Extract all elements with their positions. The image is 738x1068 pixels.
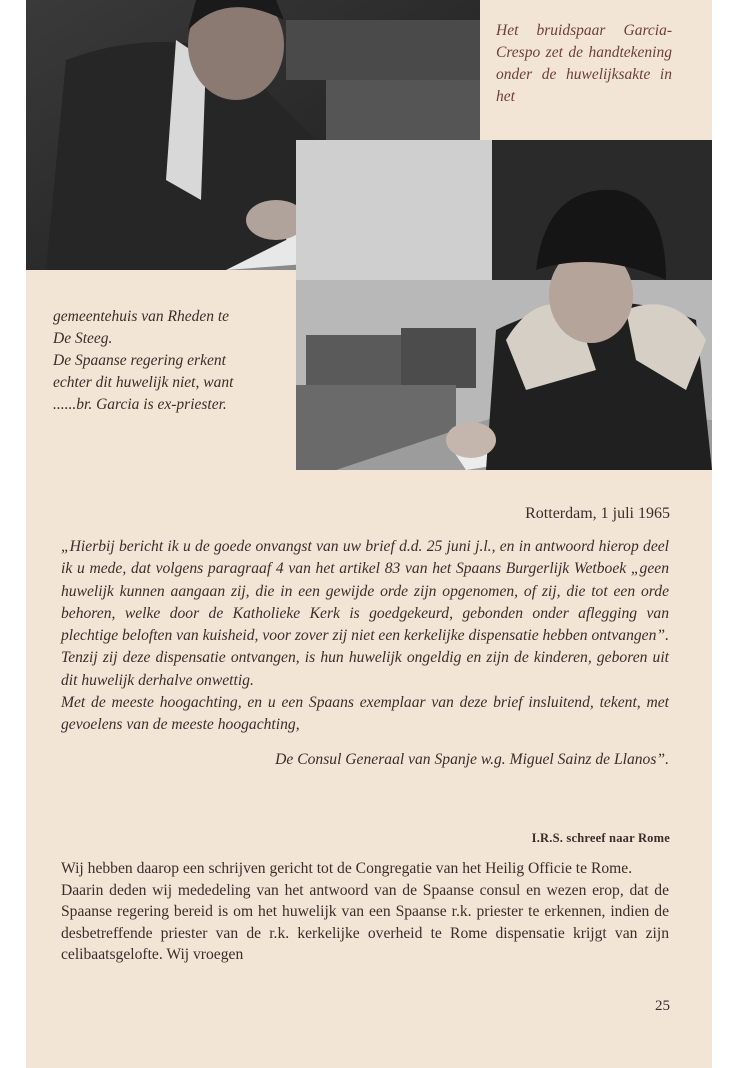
article-body [61,858,669,966]
photo-bride-signing [296,140,712,470]
section-heading: I.R.S. schreef naar Rome [531,831,670,845]
caption-line: ......br. Garcia is ex-priester. [53,396,227,413]
letter-paragraph: Tenzij zij deze dispensatie ontvangen, is hun huwelijk ongeldig en zijn de kinderen, geboren uit dit huwelijk derhalve onwettig. [61,649,669,689]
caption-line: De Spaanse regering erkent [53,352,226,369]
caption-line: gemeentehuis van Rheden te [53,308,230,325]
body-paragraph: Wij hebben daarop een schrijven gericht tot de Congregatie van het Heilig Officie te Rome. [61,860,633,877]
letter-paragraph: Met de meeste hoogachting, en u een Spaans exemplaar van deze brief insluitend, tekent, met gevoelens van de meeste hoogachting, [61,694,669,734]
consul-letter [61,536,669,771]
caption-line: De Steeg. [53,330,113,347]
body-paragraph: Daarin deden wij mededeling van het antwoord van de Spaanse consul en wezen erop, dat de Spaanse regering bereid is om het huwelijk van een Spaanse r.k. priester te erkennen, indien de desbetreffende priester van de r.k. kerkelijke overheid te Rome dispensatie krijgt van zijn celibaatsgelofte. Wij vroegen [61,881,669,963]
caption-line: echter dit huwelijk niet, want [53,374,234,391]
letter-dateline: Rotterdam, 1 juli 1965 [525,505,670,522]
letter-signature: De Consul Generaal van Spanje w.g. Miguel Sainz de Llanos”. [275,750,669,768]
letter-paragraph: „Hierbij bericht ik u de goede onvangst van uw brief d.d. 25 juni j.l., en in antwoord hierop deel ik u mede, dat volgens paragraaf 4 van het artikel 83 van het Spaans Burgerlijk Wetboek „geen huwelijk kunnen aangaan zij, die in een gewijde orde zijn opgenomen, of zij, die tot een orde behoren, welke door de Katholieke Kerk is goedgekeurd, gebonden onder aflegging van plechtige beloften van kuisheid, voor zover zij niet een kerkelijke dispensatie hebben ontvangen”. [61,538,669,645]
photo-caption-bottom [53,306,277,416]
photo-caption-top: Het bruidspaar Garcia-Crespo zet de handtekening onder de huwelijksakte in het [496,22,672,105]
page-number: 25 [655,998,670,1014]
